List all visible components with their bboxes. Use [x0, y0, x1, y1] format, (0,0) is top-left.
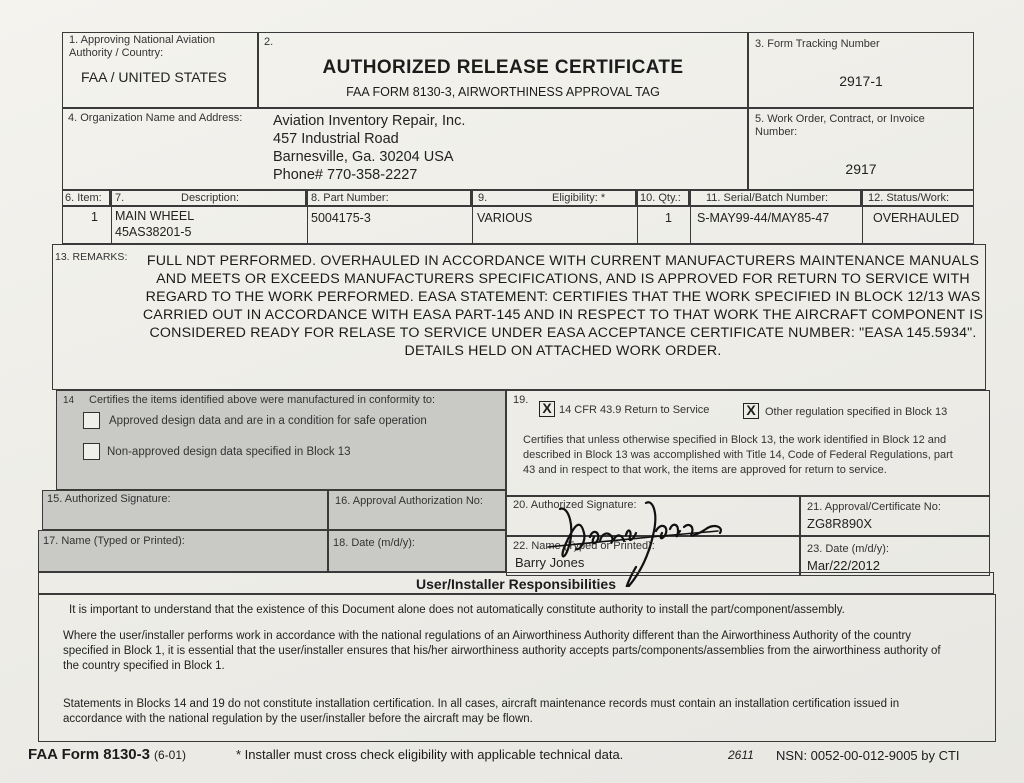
- org-phone: Phone# 770-358-2227: [273, 167, 418, 183]
- approved-design-checkbox[interactable]: [83, 412, 100, 429]
- block-2-label: 2.: [264, 36, 274, 48]
- footer: [28, 746, 988, 768]
- non-approved-design-checkbox[interactable]: [83, 443, 100, 460]
- items-header-eligibility: 9. Eligibility: *: [471, 190, 636, 206]
- other-regulation-label: Other regulation specified in Block 13: [765, 406, 948, 418]
- authority-country: FAA / UNITED STATES: [81, 69, 227, 85]
- items-header-part: 8. Part Number:: [306, 190, 471, 206]
- block-15: 15. Authorized Signature:: [42, 490, 328, 530]
- release-date: Mar/22/2012: [807, 558, 880, 573]
- item-number: 1: [91, 210, 98, 224]
- block-5-label: 5. Work Order, Contract, or Invoice Number:: [755, 113, 925, 138]
- signer-name: Barry Jones: [515, 555, 585, 570]
- part-number: 5004175-3: [311, 211, 371, 225]
- block-1-label: 1. Approving National Aviation Authority / Country:: [69, 34, 215, 59]
- tracking-number: 2917-1: [839, 73, 883, 89]
- status-work: OVERHAULED: [873, 211, 960, 225]
- block-2: [258, 32, 748, 108]
- block-19-label: 19.: [513, 394, 529, 406]
- block-3: [748, 32, 974, 108]
- item-description-2: 45AS38201-5: [115, 225, 192, 239]
- block-17: 17. Name (Typed or Printed):: [38, 530, 328, 572]
- block-16: 16. Approval Authorization No:: [328, 490, 506, 530]
- form-subtitle: FAA FORM 8130-3, AIRWORTHINESS APPROVAL TAG: [346, 85, 660, 99]
- cfr-43-9-checkbox[interactable]: X: [539, 401, 555, 417]
- remarks-text: FULL NDT PERFORMED. OVERHAULED IN ACCORDANCE WITH CURRENT MANUFACTURERS MAINTENANCE MANUALS AND MEETS OR EXCEEDS MANUFACTURERS SPECIFICATIONS, AND IS APPROVED FOR RETURN TO SERVICE WITH REGARD TO THE WORK PERFORMED. EASA STATEMENT: CERTIFIES THAT THE WORK SPECIFIED IN BLOCK 12/13 WAS CARRIED OUT IN ACCORDANCE WITH EASA PART-145 AND IN RESPECT TO THAT WORK THE AIRCRAFT COMPONENT IS CONSIDERED READY FOR RELASE TO SERVICE UNDER EASA ACCEPTANCE CERTIFICATE NUMBER: "EASA 145.5934". DETAILS HELD ON ATTACHED WORK ORDER.: [142, 253, 984, 359]
- user-installer-heading: User/Installer Responsibilities: [416, 576, 616, 592]
- block-4-label: 4. Organization Name and Address:: [68, 112, 243, 124]
- items-header-serial: 11. Serial/Batch Number:: [689, 190, 861, 206]
- org-name: Aviation Inventory Repair, Inc.: [273, 113, 466, 129]
- items-header-status: 12. Status/Work:: [861, 190, 974, 206]
- page-number: 2611: [728, 748, 754, 762]
- approved-design-label: Approved design data and are in a condition for safe operation: [109, 415, 427, 427]
- items-header-item: 6. Item:: [62, 190, 110, 206]
- block-1: [62, 32, 258, 108]
- block-19: [506, 390, 990, 496]
- org-street: 457 Industrial Road: [273, 131, 399, 147]
- form-title: AUTHORIZED RELEASE CERTIFICATE: [322, 57, 684, 78]
- block-14: [56, 390, 506, 490]
- form-number: FAA Form 8130-3: [28, 746, 150, 763]
- block-21: 21. Approval/Certificate No: ZG8R890X: [800, 496, 990, 536]
- serial-number: S-MAY99-44/MAY85-47: [697, 211, 830, 225]
- block-20: 20. Authorized Signature:: [506, 496, 800, 536]
- work-order-number: 2917: [845, 161, 877, 177]
- user-installer-heading-box: [38, 572, 994, 594]
- block-22: 22. Name (Typed or Printed): Barry Jones: [506, 536, 800, 576]
- block-14-heading: Certifies the items identified above were manufactured in conformity to:: [89, 394, 436, 406]
- items-header-qty: 10. Qty.:: [636, 190, 689, 206]
- eligibility-note: * Installer must cross check eligibility with applicable technical data.: [236, 747, 624, 762]
- faa-form-8130-3: [38, 32, 996, 744]
- user-installer-p3: Statements in Blocks 14 and 19 do not constitute installation certification. In all cases, aircraft maintenance records must contain an installation certification issued in accordance with the national regulation by the user/installer before the aircraft may be flown.: [63, 698, 900, 725]
- user-installer-p2: Where the user/installer performs work in accordance with the national regulations of an Airworthiness Authority different than the Airworthiness Authority of the country specified in Block 1, it is essential that the user/installer ensures that his/her airworthiness authority accepts parts/components/assemblies from the airworthiness authority of the country specified in Block 1.: [63, 630, 941, 672]
- block-14-label: 14: [63, 395, 75, 406]
- items-header-description: 7. Description:: [110, 190, 306, 206]
- nsn-number: NSN: 0052-00-012-9005 by CTI: [776, 748, 960, 763]
- block-19-certification-text: Certifies that unless otherwise specified in Block 13, the work identified in Block 12 and described in Block 13 was accomplished with Title 14, Code of Federal Regulations, part 43 and in respect to that work, the items are approved for return to service.: [523, 434, 953, 476]
- non-approved-design-label: Non-approved design data specified in Block 13: [107, 446, 351, 458]
- remarks-label: 13. REMARKS:: [55, 251, 128, 263]
- form-revision: (6-01): [154, 748, 187, 762]
- block-5: [748, 108, 974, 190]
- user-installer-p1: It is important to understand that the existence of this Document alone does not automatically constitute authority to install the part/component/assembly.: [69, 604, 845, 616]
- eligibility: VARIOUS: [477, 211, 533, 225]
- block-23: 23. Date (m/d/y): Mar/22/2012: [800, 536, 990, 576]
- user-installer-section: [38, 594, 996, 742]
- table-row: [62, 206, 974, 244]
- item-description-1: MAIN WHEEL: [115, 209, 195, 223]
- cfr-43-9-label: 14 CFR 43.9 Return to Service: [559, 404, 710, 416]
- other-regulation-checkbox[interactable]: X: [743, 403, 759, 419]
- certificate-number: ZG8R890X: [807, 516, 873, 531]
- org-city: Barnesville, Ga. 30204 USA: [273, 149, 454, 165]
- block-4: [62, 108, 748, 190]
- block-18: 18. Date (m/d/y):: [328, 530, 506, 572]
- block-3-label: 3. Form Tracking Number: [755, 38, 880, 50]
- quantity: 1: [665, 211, 672, 225]
